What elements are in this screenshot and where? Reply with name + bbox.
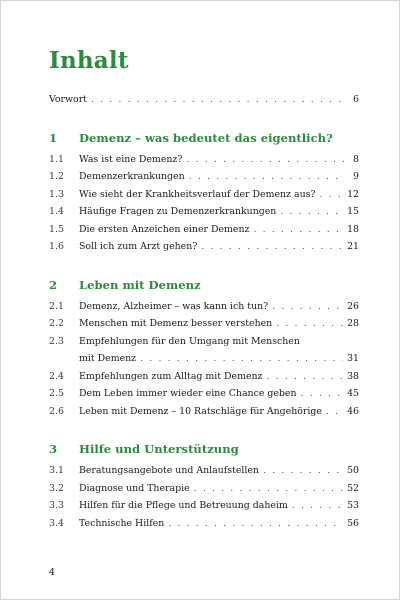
toc-entry[interactable] — [49, 515, 359, 533]
toc-entry[interactable] — [49, 480, 359, 498]
toc-entry-page: 26 — [347, 300, 359, 312]
dot-leader — [326, 403, 343, 421]
toc-entry-page: 45 — [347, 388, 359, 399]
dot-leader — [301, 385, 344, 403]
toc-entry-number: 1.6 — [49, 241, 64, 252]
toc-entry-text: Wie sieht der Krankheitsverlauf der Demenz aus? — [79, 188, 316, 200]
toc-entry-text: Vorwort — [49, 94, 87, 105]
toc-entry[interactable] — [49, 403, 359, 421]
toc-entry-page: 18 — [347, 223, 359, 235]
toc-entry-number: 1.2 — [49, 171, 64, 182]
toc-entry-text: Empfehlungen zum Alltag mit Demenz — [79, 370, 263, 382]
toc-entry-number: 2.3 — [49, 335, 64, 347]
toc-entry-text: Häufige Fragen zu Demenzerkrankungen — [79, 206, 277, 217]
toc-entry-number: 2.2 — [49, 318, 64, 329]
dot-leader — [189, 168, 345, 186]
dot-leader — [91, 91, 345, 109]
toc-entry[interactable] — [49, 333, 359, 351]
toc-entry-page: 46 — [347, 405, 359, 417]
chapter-heading-2[interactable] — [49, 278, 359, 292]
toc-entry-text: Beratungsangebote und Anlaufstellen — [79, 465, 259, 476]
toc-entry[interactable] — [49, 462, 359, 480]
toc-entry-text: Die ersten Anzeichen einer Demenz — [79, 223, 250, 235]
chapter-number: 3 — [49, 442, 58, 456]
chapter-title: Demenz – was bedeutet das eigentlich? — [79, 130, 333, 145]
toc-entry-text: Technische Hilfen — [79, 517, 165, 529]
dot-leader — [272, 298, 343, 316]
toc-entry-number: 1.3 — [49, 188, 64, 200]
toc-entry-page: 12 — [347, 188, 359, 200]
chapter-heading-1[interactable] — [49, 131, 359, 145]
toc-entry-continuation[interactable] — [49, 350, 359, 368]
toc-entry-page: 50 — [347, 465, 359, 476]
toc-entry-text: Menschen mit Demenz besser verstehen — [79, 318, 273, 329]
toc-entry-number: 2.1 — [49, 300, 64, 312]
toc-entry-number: 3.3 — [49, 500, 64, 511]
toc-entry-text: Soll ich zum Arzt gehen? — [79, 241, 198, 252]
toc-entry[interactable] — [49, 497, 359, 515]
toc-entry-page: 28 — [347, 318, 359, 329]
chapter-number: 1 — [49, 130, 58, 145]
toc-entry-number: 3.1 — [49, 465, 64, 476]
toc-entry-text: Demenz, Alzheimer – was kann ich tun? — [79, 300, 269, 312]
toc-entry-text: Diagnose und Therapie — [79, 482, 190, 494]
toc-entry[interactable] — [49, 203, 359, 221]
toc-entry-number: 2.5 — [49, 388, 64, 399]
chapter-title: Leben mit Demenz — [79, 277, 201, 292]
toc-entry[interactable] — [49, 151, 359, 169]
toc-entry-page: 52 — [347, 482, 359, 494]
dot-leader — [267, 368, 344, 386]
toc-entry-page: 8 — [353, 153, 359, 165]
toc-entry-text: Dem Leben immer wieder eine Chance geben — [79, 388, 297, 399]
toc-entry[interactable] — [49, 368, 359, 386]
toc-entry-page: 15 — [347, 206, 359, 217]
toc-entry-text: Leben mit Demenz – 10 Ratschläge für Angehörige — [79, 405, 322, 417]
toc-entry[interactable] — [49, 238, 359, 256]
toc-entry-page: 38 — [347, 370, 359, 382]
toc-title: Inhalt — [49, 47, 129, 74]
dot-leader — [319, 186, 343, 204]
toc-entry[interactable] — [49, 315, 359, 333]
toc-entry[interactable] — [49, 298, 359, 316]
toc-entry-number: 3.4 — [49, 517, 64, 529]
toc-entry[interactable] — [49, 385, 359, 403]
toc-entry-preface[interactable] — [49, 91, 359, 109]
toc-entry[interactable] — [49, 186, 359, 204]
toc-entry-page: 21 — [347, 241, 359, 252]
toc-entry-number: 1.5 — [49, 223, 64, 235]
toc-entry-text: Empfehlungen für den Umgang mit Menschen — [79, 335, 300, 347]
chapter-title: Hilfe und Unterstützung — [79, 442, 239, 456]
chapter-heading-3[interactable] — [49, 442, 359, 456]
dot-leader — [263, 462, 343, 480]
toc-entry-text: Was ist eine Demenz? — [79, 153, 183, 165]
dot-leader — [253, 221, 343, 239]
toc-entry-number: 2.6 — [49, 405, 64, 417]
table-of-contents — [49, 91, 359, 532]
dot-leader — [140, 350, 343, 368]
chapter-number: 2 — [49, 277, 58, 292]
toc-entry-page: 6 — [353, 94, 359, 105]
dot-leader — [201, 238, 343, 256]
toc-entry-page: 56 — [347, 517, 359, 529]
toc-entry[interactable] — [49, 221, 359, 239]
dot-leader — [276, 315, 343, 333]
dot-leader — [280, 203, 343, 221]
toc-entry-text: Hilfen für die Pflege und Betreuung daheim — [79, 500, 288, 511]
toc-entry-text: mit Demenz — [79, 353, 137, 364]
toc-entry-page: 31 — [347, 353, 359, 364]
dot-leader — [186, 151, 345, 169]
toc-entry-number: 1.1 — [49, 153, 64, 165]
toc-entry-number: 1.4 — [49, 206, 64, 217]
toc-entry-page: 53 — [347, 500, 359, 511]
toc-entry-text: Demenzerkrankungen — [79, 171, 185, 182]
toc-entry-number: 2.4 — [49, 370, 64, 382]
toc-entry-page: 9 — [353, 171, 359, 182]
dot-leader — [292, 497, 343, 515]
toc-entry-number: 3.2 — [49, 482, 64, 494]
page-number: 4 — [49, 567, 55, 578]
toc-entry[interactable] — [49, 168, 359, 186]
dot-leader — [168, 515, 343, 533]
dot-leader — [194, 480, 343, 498]
